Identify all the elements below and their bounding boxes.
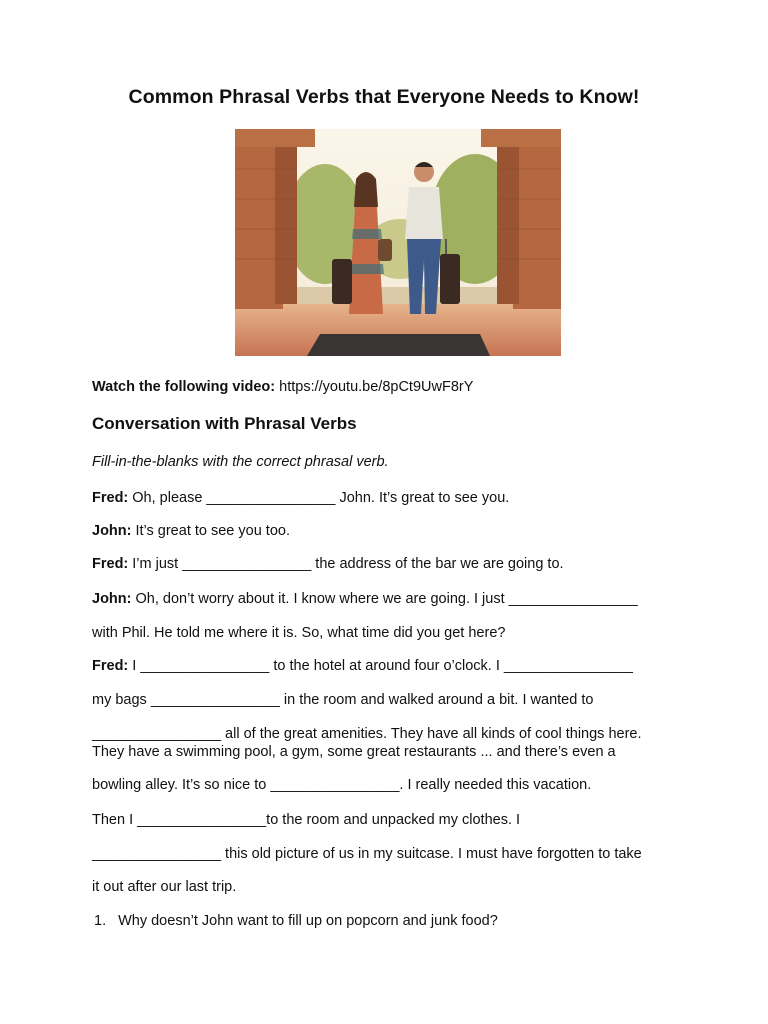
dialogue-line	[92, 591, 638, 607]
page-title: Common Phrasal Verbs that Everyone Needs to Know!	[128, 86, 640, 108]
dialogue-text: bowling alley. It’s so nice to ________________. I really needed this vacation.	[92, 777, 592, 793]
dialogue-line	[92, 523, 290, 539]
dialogue-text: Oh, please ________________ John. It’s great to see you.	[128, 490, 510, 506]
dialogue-line	[92, 490, 509, 506]
dialogue-text: It’s great to see you too.	[131, 523, 290, 539]
dialogue-text: it out after our last trip.	[92, 879, 237, 895]
dialogue-line	[92, 879, 236, 895]
video-line	[92, 379, 473, 395]
dialogue-text: I’m just ________________ the address of the bar we are going to.	[128, 556, 564, 572]
speaker-label: Fred:	[92, 556, 129, 572]
question-item	[94, 913, 498, 929]
dialogue-text: my bags ________________ in the room and walked around a bit. I wanted to	[92, 692, 594, 708]
dialogue-line	[92, 812, 520, 828]
instruction-text: Fill-in-the-blanks with the correct phrasal verb.	[92, 454, 389, 470]
video-label: Watch the following video:	[92, 379, 276, 395]
speaker-label: John:	[92, 591, 132, 607]
dialogue-line	[92, 692, 593, 708]
speaker-label: Fred:	[92, 490, 129, 506]
video-link[interactable]: https://youtu.be/8pCt9UwF8rY	[279, 379, 474, 395]
dialogue-line	[92, 625, 505, 641]
question-number: 1.	[94, 913, 107, 929]
dialogue-text: Then I ________________to the room and unpacked my clothes. I	[92, 812, 521, 828]
dialogue-line	[92, 777, 591, 793]
dialogue-text: Oh, don’t worry about it. I know where we are going. I just ________________	[131, 591, 638, 607]
dialogue-text: I ________________ to the hotel at around four o’clock. I ________________	[128, 658, 633, 674]
question-text: Why doesn’t John want to fill up on popcorn and junk food?	[118, 913, 498, 929]
dialogue-line	[92, 658, 633, 674]
section-heading: Conversation with Phrasal Verbs	[92, 414, 357, 433]
couple-with-luggage-photo	[235, 129, 561, 356]
dialogue-text: They have a swimming pool, a gym, some great restaurants ... and there’s even a	[92, 744, 616, 760]
dialogue-line	[92, 744, 616, 760]
speaker-label: John:	[92, 523, 132, 539]
speaker-label: Fred:	[92, 658, 129, 674]
dialogue-text: ________________ all of the great amenities. They have all kinds of cool things here.	[92, 726, 642, 742]
dialogue-line	[92, 726, 642, 742]
dialogue-line	[92, 846, 642, 862]
dialogue-text: with Phil. He told me where it is. So, what time did you get here?	[92, 625, 506, 641]
dialogue-text: ________________ this old picture of us in my suitcase. I must have forgotten to take	[92, 846, 642, 862]
dialogue-line	[92, 556, 564, 572]
